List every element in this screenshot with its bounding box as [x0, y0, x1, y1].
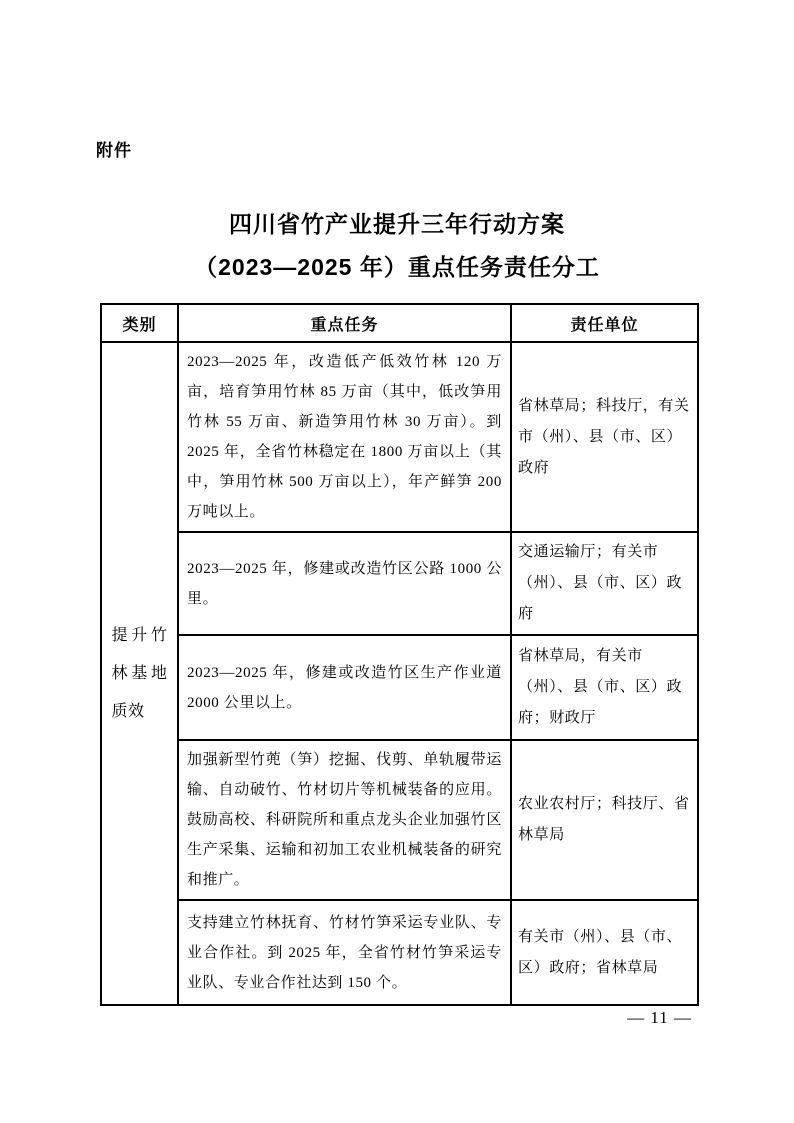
title-line-1: 四川省竹产业提升三年行动方案	[229, 211, 565, 237]
table-row	[101, 342, 698, 532]
unit-text: 省林草局；科技厅，有关市（州）、县（市、区）政府	[518, 397, 690, 476]
unit-cell	[511, 532, 698, 635]
unit-cell	[511, 900, 698, 1005]
unit-cell	[511, 740, 698, 900]
task-cell	[178, 740, 511, 900]
table-row	[101, 635, 698, 740]
category-cell	[101, 342, 178, 1005]
task-cell	[178, 635, 511, 740]
table-header-row	[101, 304, 698, 342]
attachment-label: 附件	[96, 141, 132, 160]
column-header-category: 类别	[101, 304, 178, 342]
unit-text: 农业农村厅；科技厅、省林草局	[518, 796, 690, 843]
column-header-responsible-unit: 责任单位	[511, 304, 698, 342]
title-line-2: （2023—2025 年）重点任务责任分工	[194, 254, 600, 280]
page-number: — 11 —	[627, 1008, 692, 1027]
task-text: 2023—2025 年，改造低产低效竹林 120 万亩，培育笋用竹林 85 万亩（其中，低改笋用竹林 55 万亩、新造笋用竹林 30 万亩）。到 2025 年，全省竹林稳定在 1800 万亩以上（其中，笋用竹林 500 万亩以上），年产鲜笋 200 万吨以上。	[187, 354, 502, 520]
table-row	[101, 532, 698, 635]
unit-cell	[511, 342, 698, 532]
table-row	[101, 740, 698, 900]
unit-cell	[511, 635, 698, 740]
task-cell	[178, 532, 511, 635]
category-label: 提升竹林基地质效	[111, 626, 168, 720]
task-text: 2023—2025 年，修建或改造竹区生产作业道 2000 公里以上。	[187, 664, 502, 711]
task-cell	[178, 900, 511, 1005]
responsibility-table	[100, 303, 699, 1006]
task-cell	[178, 342, 511, 532]
unit-text: 省林草局，有关市（州）、县（市、区）政府；财政厅	[518, 648, 683, 726]
task-text: 加强新型竹蔸（笋）挖掘、伐剪、单轨履带运输、自动破竹、竹材切片等机械装备的应用。鼓励高校、科研院所和重点龙头企业加强竹区生产采集、运输和初加工农业机械装备的研究和推广。	[187, 752, 502, 888]
unit-text: 交通运输厅；有关市（州）、县（市、区）政府	[518, 544, 683, 622]
task-text: 支持建立竹林抚育、竹材竹笋采运专业队、专业合作社。到 2025 年，全省竹材竹笋采运专业队、专业合作社达到 150 个。	[187, 914, 502, 991]
document-title	[0, 203, 794, 289]
table-row	[101, 900, 698, 1005]
column-header-key-tasks: 重点任务	[178, 304, 511, 342]
unit-text: 有关市（州）、县（市、区）政府；省林草局	[518, 928, 683, 976]
task-text: 2023—2025 年，修建或改造竹区公路 1000 公里。	[187, 560, 502, 607]
